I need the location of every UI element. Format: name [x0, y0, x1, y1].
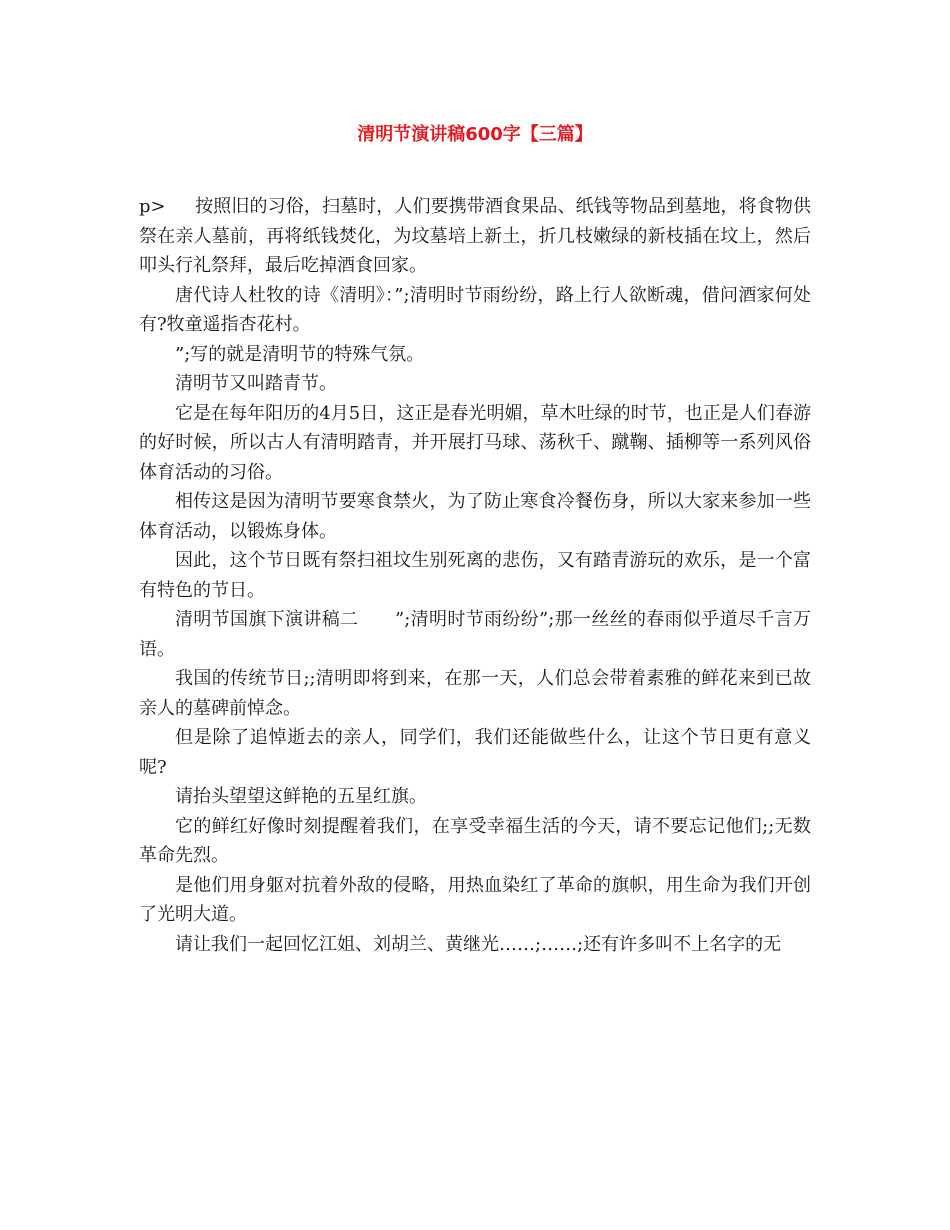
paragraph-10: 但是除了追悼逝去的亲人，同学们，我们还能做些什么，让这个节日更有意义呢? [139, 727, 811, 778]
paragraph-11: 请抬头望望这鲜艳的五星红旗。 [175, 786, 427, 807]
paragraph-7: 因此，这个节日既有祭扫祖坟生别死离的悲伤，又有踏青游玩的欢乐，是一个富有特色的节日。 [139, 550, 811, 601]
paragraph-6: 相传这是因为清明节要寒食禁火，为了防止寒食冷餐伤身，所以大家来参加一些体育活动，以锻炼身体。 [139, 491, 811, 542]
paragraph-12: 它的鲜红好像时刻提醒着我们，在享受幸福生活的今天，请不要忘记他们;;无数革命先烈。 [139, 815, 811, 866]
paragraph-marker: p> [139, 196, 166, 217]
paragraph-9: 我国的传统节日;;清明即将到来，在那一天，人们总会带着素雅的鲜花来到已故亲人的墓碑前悼念。 [139, 668, 811, 719]
paragraph-4: 清明节又叫踏青节。 [175, 373, 337, 394]
paragraph-1 [139, 192, 811, 281]
paragraph-1-text: 按照旧的习俗，扫墓时，人们要携带酒食果品、纸钱等物品到墓地，将食物供祭在亲人墓前，再将纸钱焚化，为坟墓培上新土，折几枝嫩绿的新枝插在坟上，然后叩头行礼祭拜，最后吃掉酒食回家。 [139, 196, 811, 276]
paragraph-13: 是他们用身躯对抗着外敌的侵略，用热血染红了革命的旗帜，用生命为我们开创了光明大道。 [139, 874, 811, 925]
paragraph-8: 清明节国旗下演讲稿二 ”;清明时节雨纷纷”;那一丝丝的春雨似乎道尽千言万语。 [139, 609, 811, 660]
document-title: 清明节演讲稿600字【三篇】 [357, 124, 593, 145]
paragraph-5: 它是在每年阳历的4月5日，这正是春光明媚，草木吐绿的时节，也正是人们春游的好时候，所以古人有清明踏青，并开展打马球、荡秋千、蹴鞠、插柳等一系列风俗体育活动的习俗。 [139, 402, 811, 483]
paragraph-2: 唐代诗人杜牧的诗《清明》：”;清明时节雨纷纷，路上行人欲断魂，借问酒家何处有?牧童遥指杏花村。 [139, 284, 811, 335]
document-body [139, 192, 811, 959]
paragraph-14: 请让我们一起回忆江姐、刘胡兰、黄继光……;……;还有许多叫不上名字的无 [175, 933, 782, 955]
paragraph-3: ”;写的就是清明节的特殊气氛。 [175, 343, 425, 365]
